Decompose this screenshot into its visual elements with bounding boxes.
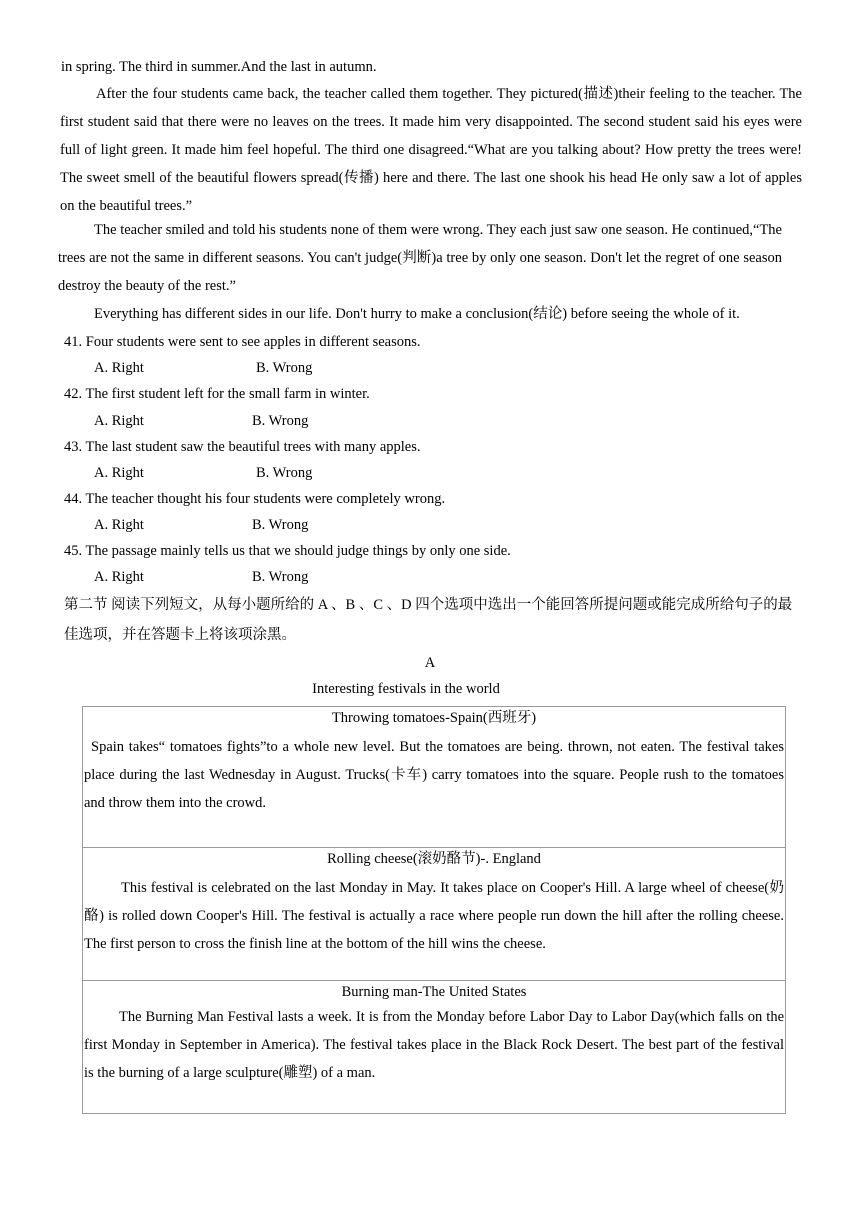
option-b: B. Wrong: [256, 465, 313, 481]
question-text: 42. The first student left for the small farm in winter.: [64, 386, 370, 402]
festival-cell: [83, 848, 786, 981]
story-paragraph: The teacher smiled and told his students none of them were wrong. They each just saw one season. He continued,“The trees are not the same in different seasons. You can't judge(判断)a tree by only one season. Don't let the regret of one season destroy the beauty of the rest.”: [58, 222, 782, 294]
question-text: 45. The passage mainly tells us that we should judge things by only one side.: [64, 543, 511, 559]
question-text: 41. Four students were sent to see apples in different seasons.: [64, 334, 421, 350]
section-instruction: 第二节 阅读下列短文，从每小题所给的 A 、B 、C 、D 四个选项中选出一个能回答所提问题或能完成所给句子的最佳选项，并在答题卡上将该项涂黑。: [64, 597, 793, 643]
table-row: [83, 981, 786, 1114]
festival-title: Rolling cheese(滚奶酪节)-. England: [327, 851, 541, 867]
story-line: in spring. The third in summer.And the last in autumn.: [61, 59, 377, 75]
festival-cell: [83, 981, 786, 1114]
story-conclusion: Everything has different sides in our life. Don't hurry to make a conclusion(结论) before seeing the whole of it.: [94, 306, 740, 322]
option-b: B. Wrong: [252, 413, 309, 429]
option-a: A. Right: [94, 517, 144, 533]
option-a: A. Right: [94, 413, 144, 429]
passage-title: Interesting festivals in the world: [312, 681, 500, 697]
festival-cell: [83, 707, 786, 848]
option-b: B. Wrong: [252, 569, 309, 585]
festivals-table: [82, 706, 786, 1114]
option-a: A. Right: [94, 465, 144, 481]
story-paragraph: After the four students came back, the teacher called them together. They pictured(描述)their feeling to the teacher. The first student said that there were no leaves on the trees. It made him very disappointed. The second student said his eyes were full of light green. It made him feel hopeful. The third one disagreed.“What are you talking about? How pretty the trees were! The sweet smell of the beautiful flowers spread(传播) here and there. The last one shook his head He only saw a lot of apples on the beautiful trees.”: [60, 86, 802, 214]
table-row: [83, 848, 786, 981]
festival-title: Burning man-The United States: [341, 984, 527, 1000]
festival-title: Throwing tomatoes-Spain(西班牙): [331, 710, 537, 726]
question-text: 43. The last student saw the beautiful trees with many apples.: [64, 439, 421, 455]
option-b: B. Wrong: [252, 517, 309, 533]
option-a: A. Right: [94, 569, 144, 585]
festival-body: The Burning Man Festival lasts a week. It is from the Monday before Labor Day to Labor Day(which falls on the first Monday in September in America). The festival takes place in the Black Rock Desert. The best part of the festival is the burning of a large sculpture(雕塑) of a man.: [84, 1009, 784, 1081]
table-row: [83, 707, 786, 848]
passage-letter: A: [424, 655, 436, 671]
festival-body: This festival is celebrated on the last Monday in May. It takes place on Cooper's Hill. A large wheel of cheese(奶酪) is rolled down Cooper's Hill. The festival is actually a race where people run down the hill after the rolling cheese. The first person to cross the finish line at the bottom of the hill wins the cheese.: [84, 880, 784, 952]
option-b: B. Wrong: [256, 360, 313, 376]
festival-body: Spain takes“ tomatoes fights”to a whole new level. But the tomatoes are being. thrown, not eaten. The festival takes place during the last Wednesday in August. Trucks(卡车) carry tomatoes into the square. People rush to the tomatoes and throw them into the crowd.: [84, 739, 784, 811]
option-a: A. Right: [94, 360, 144, 376]
question-text: 44. The teacher thought his four students were completely wrong.: [64, 491, 446, 507]
